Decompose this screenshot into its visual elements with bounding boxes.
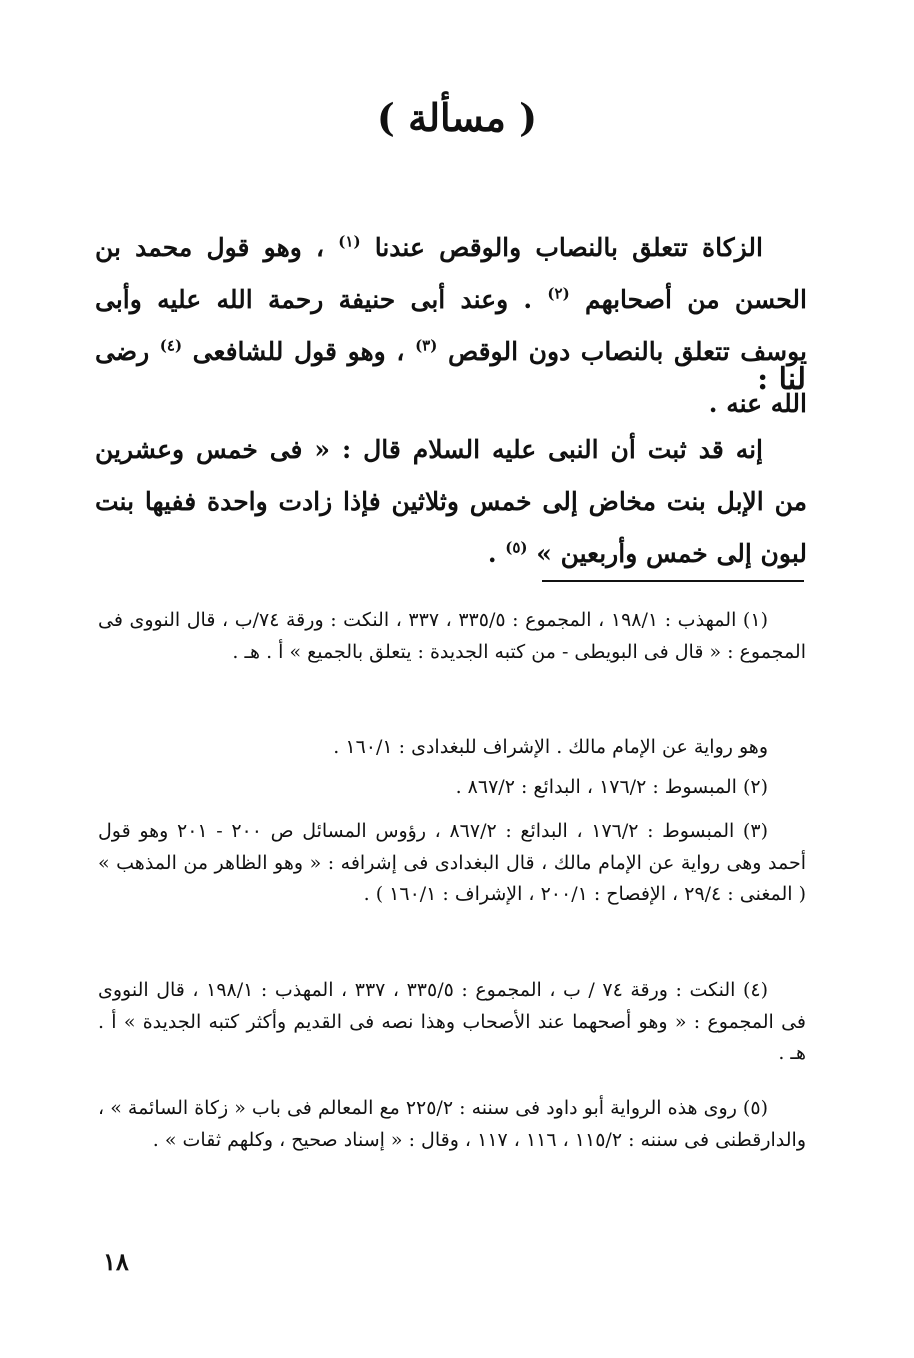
main-paragraph-1 xyxy=(95,222,807,430)
page-number: ١٨ xyxy=(103,1247,129,1276)
main-paragraph-2 xyxy=(95,424,807,580)
section-title: ( مسألة ) xyxy=(376,95,538,140)
footnote-1-continued xyxy=(98,732,806,764)
footnote-2-text: (٢) المبسوط : ١٧٦/٢ ، البدائع : ٨٦٧/٢ . xyxy=(455,776,768,798)
subheading: لنا : xyxy=(757,362,806,397)
footnote-3 xyxy=(98,816,806,911)
footnote-ref-1: (١) xyxy=(338,232,361,251)
footnote-ref-2: (٢) xyxy=(547,284,570,303)
footnote-ref-5: (٥) xyxy=(505,538,528,557)
para1-text-4: ، وهو قول للشافعى xyxy=(192,337,405,366)
para1-text-5: رضى الله عنه . xyxy=(95,337,807,418)
para2-text-2: . xyxy=(487,539,497,568)
footnote-2 xyxy=(98,772,806,804)
footnote-ref-3: (٣) xyxy=(415,336,438,355)
para1-text-3: . وعند أبى حنيفة رحمة الله عليه وأبى يوسف تتعلق بالنصاب دون الوقص xyxy=(95,285,807,366)
footnote-5 xyxy=(98,1093,806,1156)
footnote-5-text: (٥) روى هذه الرواية أبو داود فى سننه : ٢٢٥/٢ مع المعالم فى باب « زكاة السائمة » ، والدارقطنى فى سننه : ١١٥/٢ ، ١١٦ ، ١١٧ ، وقال : « إسناد صحيح ، وكلهم ثقات » . xyxy=(98,1097,806,1151)
para1-text-2: ، وهو قول محمد بن الحسن من أصحابهم xyxy=(95,233,807,314)
footnote-ref-4: (٤) xyxy=(159,336,183,355)
footnote-4 xyxy=(98,975,806,1070)
footnote-1b-text: وهو رواية عن الإمام مالك . الإشراف للبغدادى : ١٦٠/١ . xyxy=(333,736,768,758)
para2-text-1: إنه قد ثبت أن النبى عليه السلام قال : « فى خمس وعشرين من الإبل بنت مخاض إلى خمس وثلاثين فإذا زادت واحدة ففيها بنت لبون إلى خمس وأربعين » xyxy=(95,435,807,568)
footnote-3-text: (٣) المبسوط : ١٧٦/٢ ، البدائع : ٨٦٧/٢ ، رؤوس المسائل ص ٢٠٠ - ٢٠١ وهو قول أحمد وهى رواية عن الإمام مالك ، قال البغدادى فى إشرافه : « وهو الظاهر من المذهب » ( المغنى : ٢٩/٤ ، الإفصاح : ٢٠٠/١ ، الإشراف : ١٦٠/١ ) . xyxy=(98,820,806,905)
footnote-1 xyxy=(98,605,806,668)
para1-text-1: الزكاة تتعلق بالنصاب والوقص عندنا xyxy=(374,233,763,262)
footnote-1-text: (١) المهذب : ١٩٨/١ ، المجموع : ٣٣٥/٥ ، ٣٣٧ ، النكت : ورقة ٧٤/ب ، قال النووى فى المجموع : « قال فى البويطى - من كتبه الجديدة : يتعلق بالجميع » أ . هـ . xyxy=(98,609,806,663)
footnote-4-text: (٤) النكت : ورقة ٧٤ / ب ، المجموع : ٣٣٥/٥ ، ٣٣٧ ، المهذب : ١٩٨/١ ، قال النووى فى المجموع : « وهو أصحهما عند الأصحاب وهذا نصه فى القديم وأكثر كتبه الجديدة » أ . هـ . xyxy=(98,979,806,1064)
footnote-divider xyxy=(542,580,804,582)
